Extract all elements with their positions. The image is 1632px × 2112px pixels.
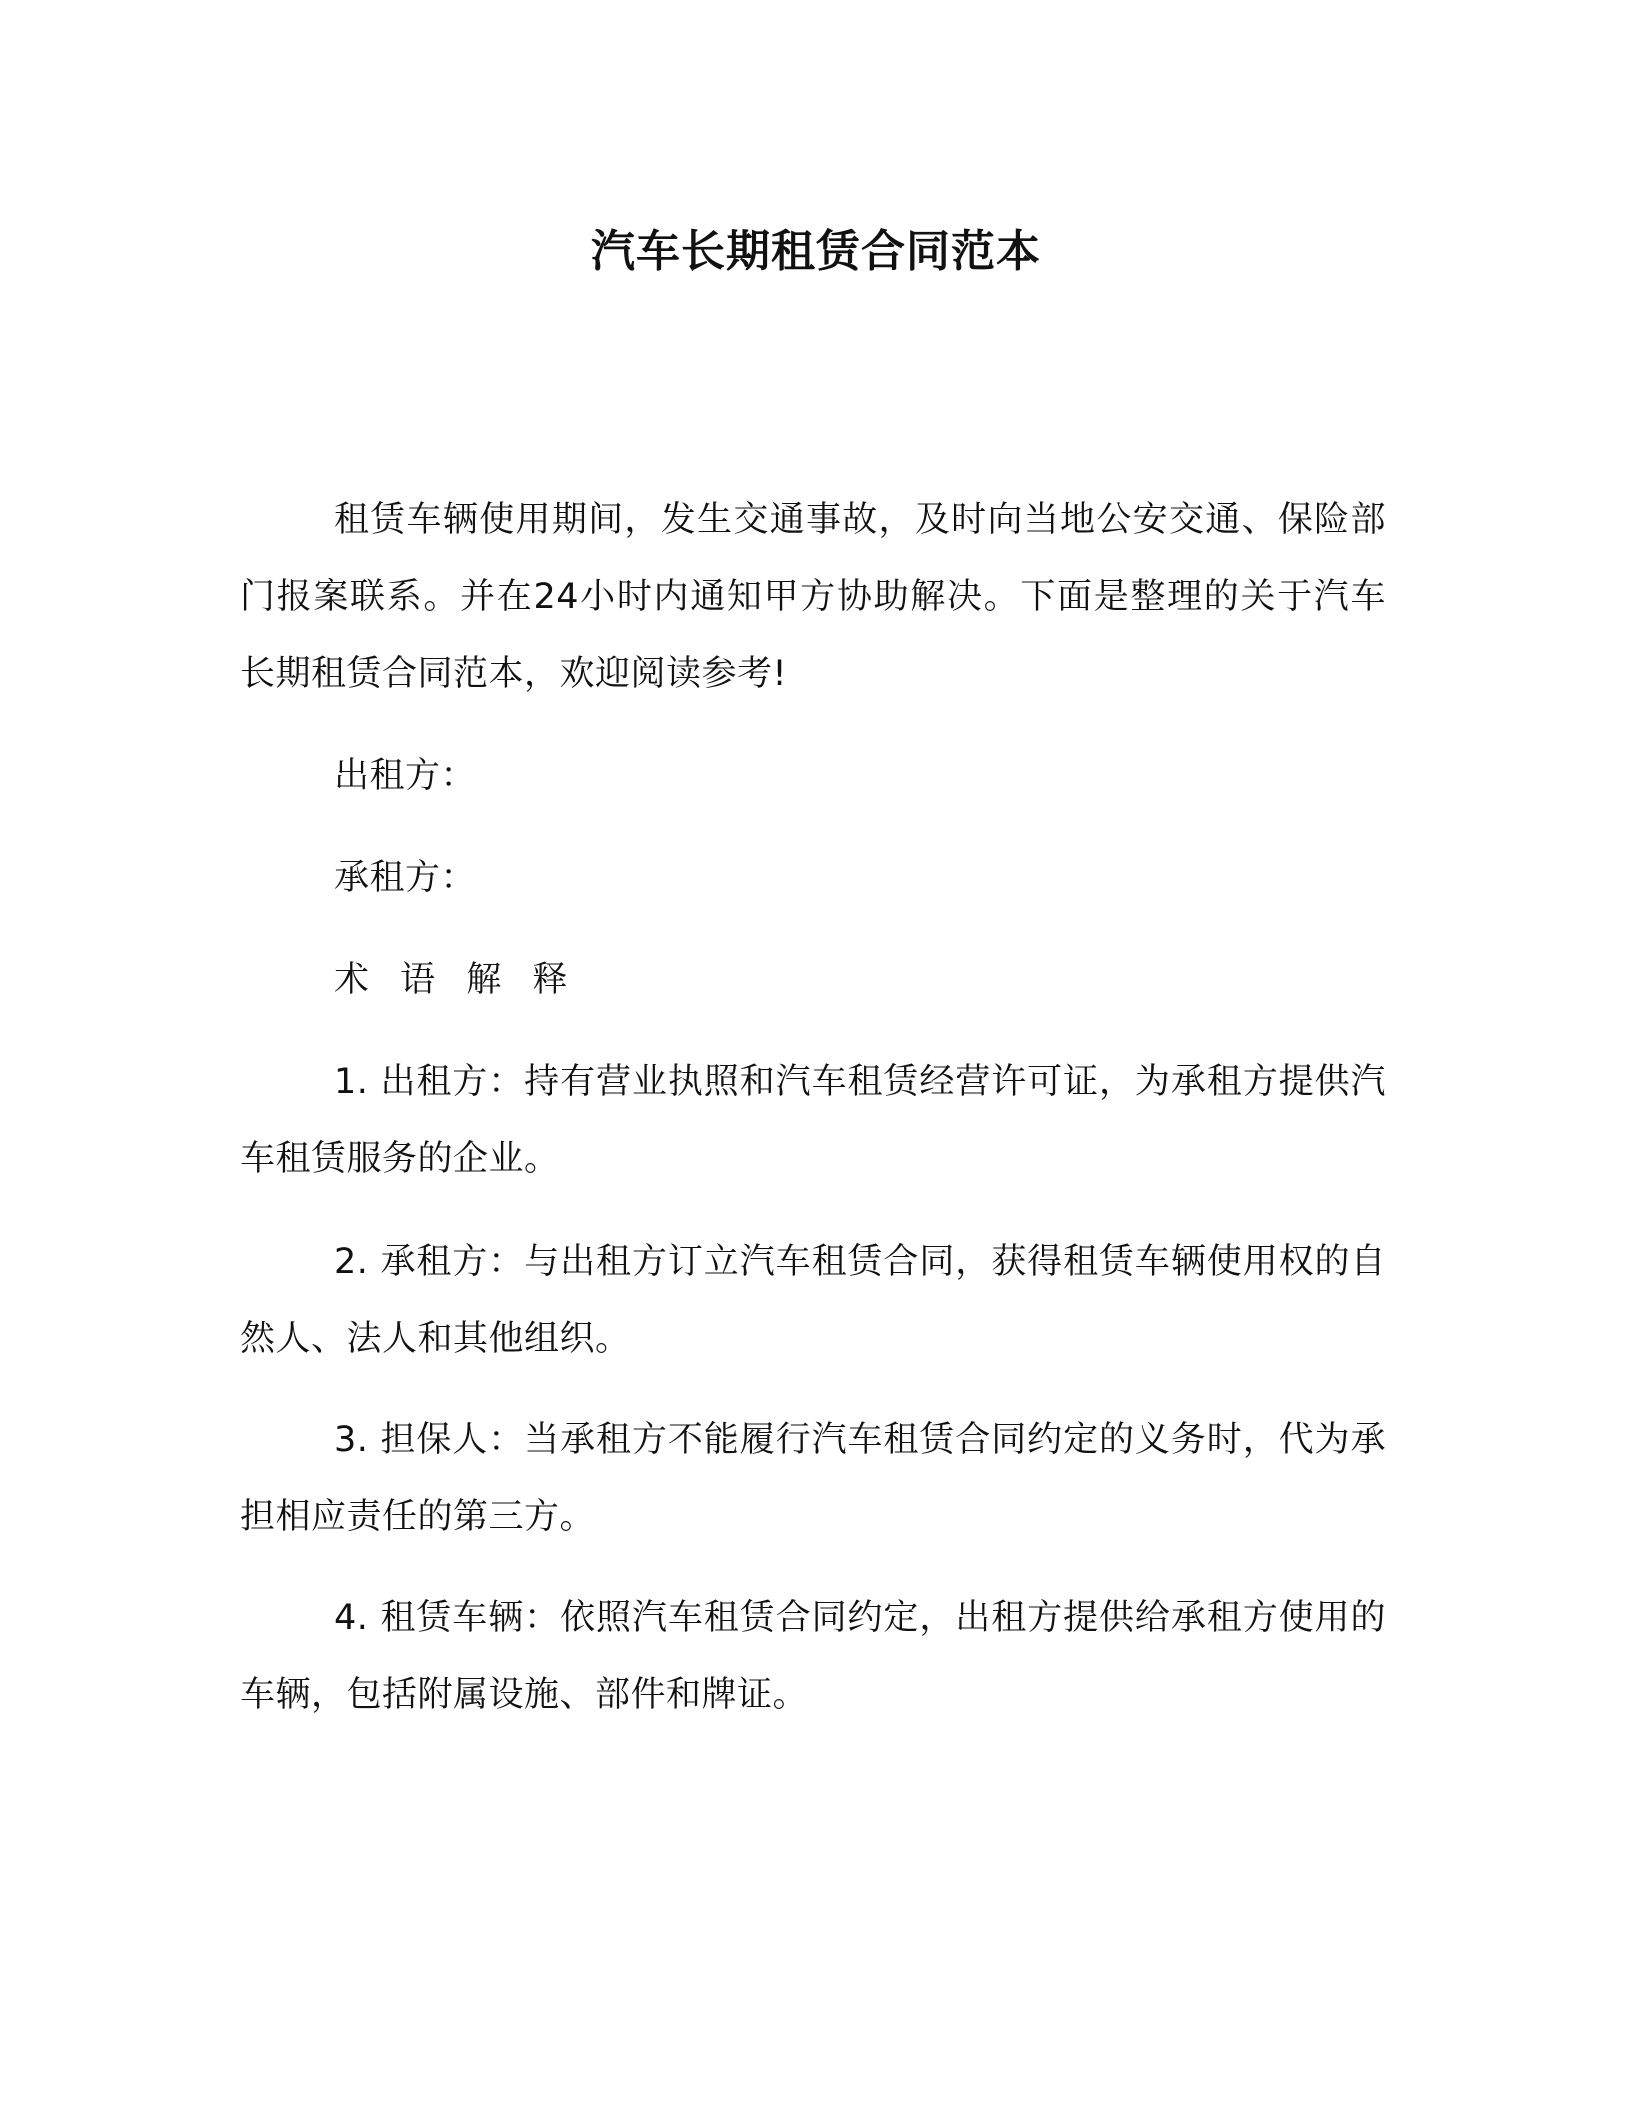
terms-heading: 术 语 解 释 — [334, 960, 578, 1000]
term-item-guarantor: 3. 担保人：当承租方不能履行汽车租赁合同约定的义务时，代为承担相应责任的第三方。 — [240, 1420, 1386, 1537]
lessor-label: 出租方： — [334, 756, 477, 796]
term-item-lessor: 1. 出租方：持有营业执照和汽车租赁经营许可证，为承租方提供汽车租赁服务的企业。 — [240, 1062, 1386, 1179]
term-item-rental-vehicle: 4. 租赁车辆：依照汽车租赁合同约定，出租方提供给承租方使用的车辆，包括附属设施、部件和牌证。 — [240, 1598, 1386, 1715]
document-title: 汽车长期租赁合同范本 — [591, 226, 1041, 277]
term-item-lessee: 2. 承租方：与出租方订立汽车租赁合同，获得租赁车辆使用权的自然人、法人和其他组织。 — [240, 1242, 1386, 1359]
lessee-label: 承租方： — [334, 858, 477, 898]
intro-paragraph: 租赁车辆使用期间，发生交通事故，及时向当地公安交通、保险部门报案联系。并在24小时内通知甲方协助解决。下面是整理的关于汽车长期租赁合同范本，欢迎阅读参考! — [240, 500, 1386, 694]
